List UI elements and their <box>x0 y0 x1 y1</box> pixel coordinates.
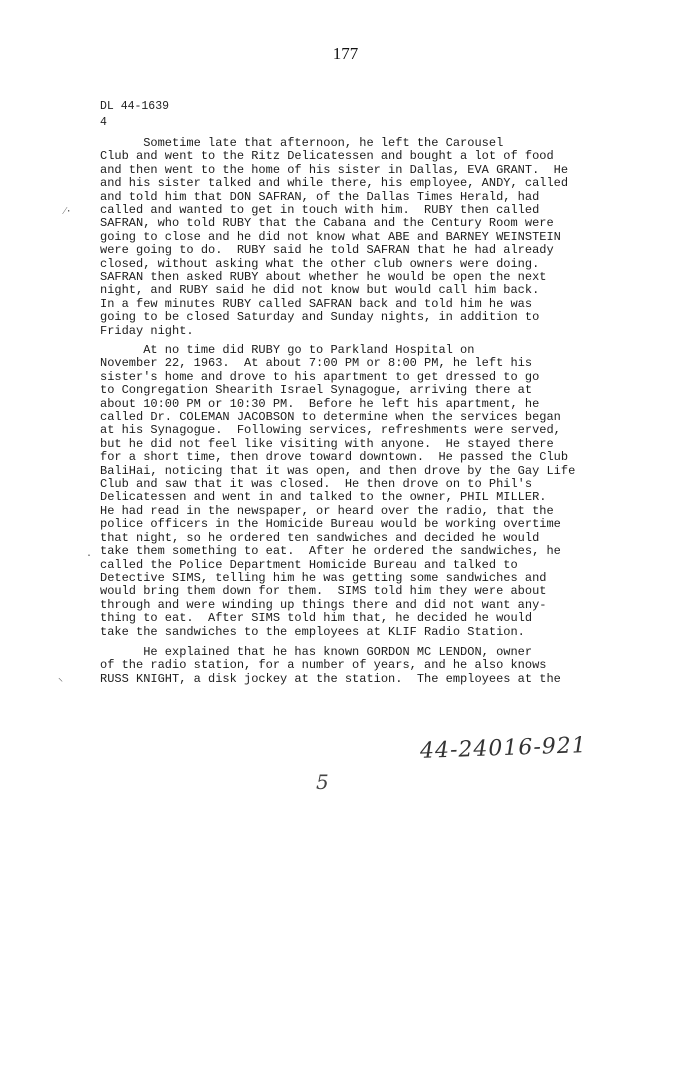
text-line: called and wanted to get in touch with him. RUBY then called <box>100 203 540 218</box>
text-line: through and were winding up things there and did not want any- <box>100 597 547 612</box>
text-line: night, and RUBY said he did not know but would call him back. <box>100 283 540 298</box>
text-line: Detective SIMS, telling him he was getting some sandwiches and <box>100 570 547 585</box>
text-line: Club and went to the Ritz Delicatessen and bought a lot of food <box>100 149 554 164</box>
text-line: going to be closed Saturday and Sunday nights, in addition to <box>100 310 540 325</box>
margin-dot: . <box>86 548 93 559</box>
text-line: November 22, 1963. At about 7:00 PM or 8:00 PM, he left his <box>100 356 533 371</box>
text-line: would bring them down for them. SIMS told him they were about <box>100 584 547 599</box>
text-line: He had read in the newspaper, or heard over the radio, that the <box>100 503 554 518</box>
text-line: take the sandwiches to the employees at KLIF Radio Station. <box>100 624 525 639</box>
text-line: going to close and he did not know what ABE and BARNEY WEINSTEIN <box>100 229 561 244</box>
text-line: Friday night. <box>100 323 194 338</box>
handwritten-serial-number: 44-24016-921 <box>419 733 588 764</box>
text-line: At no time did RUBY go to Parkland Hospital on <box>100 343 475 357</box>
text-line: Sometime late that afternoon, he left the Carousel <box>100 136 504 150</box>
margin-tick-mark: ⁄· <box>64 206 72 217</box>
text-line: take them something to eat. After he ordered the sandwiches, he <box>100 544 561 559</box>
text-line: police officers in the Homicide Bureau would be working overtime <box>100 517 561 532</box>
text-line: for a short time, then drove toward downtown. He passed the Club <box>100 450 569 465</box>
margin-corner-mark: ⸌ <box>58 677 63 688</box>
page-index: 4 <box>100 116 107 129</box>
file-reference-block <box>100 99 169 131</box>
text-line: SAFRAN, who told RUBY that the Cabana and the Century Room were <box>100 216 554 231</box>
text-line: at his Synagogue. Following services, refreshments were served, <box>100 423 561 438</box>
page-number: 177 <box>332 44 359 63</box>
text-line: RUSS KNIGHT, a disk jockey at the station. The employees at the <box>100 671 561 686</box>
text-line: In a few minutes RUBY called SAFRAN back and told him he was <box>100 296 533 311</box>
text-line: and told him that DON SAFRAN, of the Dallas Times Herald, had <box>100 189 540 204</box>
text-line: that night, so he ordered ten sandwiches and decided he would <box>100 530 540 545</box>
text-line: to Congregation Shearith Israel Synagogue, arriving there at <box>100 383 533 398</box>
handwritten-initial-mark: 5 <box>316 770 329 794</box>
text-line: closed, without asking what the other club owners were doing. <box>100 256 540 271</box>
text-line: sister's home and drove to his apartment to get dressed to go <box>100 369 540 384</box>
text-line: BaliHai, noticing that it was open, and then drove by the Gay Life <box>100 463 576 478</box>
text-line: and then went to the home of his sister in Dallas, EVA GRANT. He <box>100 162 569 177</box>
text-line: called Dr. COLEMAN JACOBSON to determine when the services began <box>100 410 561 425</box>
paragraph-1 <box>100 137 620 338</box>
text-line: Club and saw that it was closed. He then drove on to Phil's <box>100 477 533 492</box>
text-line: SAFRAN then asked RUBY about whether he would be open the next <box>100 270 547 285</box>
text-line: about 10:00 PM or 10:30 PM. Before he left his apartment, he <box>100 396 540 411</box>
text-line: but he did not feel like visiting with anyone. He stayed there <box>100 436 554 451</box>
paragraph-3 <box>100 646 620 686</box>
text-line: were going to do. RUBY said he told SAFRAN that he had already <box>100 243 554 258</box>
text-line: called the Police Department Homicide Bureau and talked to <box>100 557 518 572</box>
text-line: He explained that he has known GORDON MC LENDON, owner <box>100 645 533 659</box>
text-line: Delicatessen and went in and talked to the owner, PHIL MILLER. <box>100 490 547 505</box>
text-line: of the radio station, for a number of years, and he also knows <box>100 658 547 673</box>
text-line: thing to eat. After SIMS told him that, he decided he would <box>100 611 533 626</box>
paragraph-2 <box>100 344 620 639</box>
file-reference: DL 44-1639 <box>100 100 170 113</box>
text-line: and his sister talked and while there, his employee, ANDY, called <box>100 176 569 191</box>
